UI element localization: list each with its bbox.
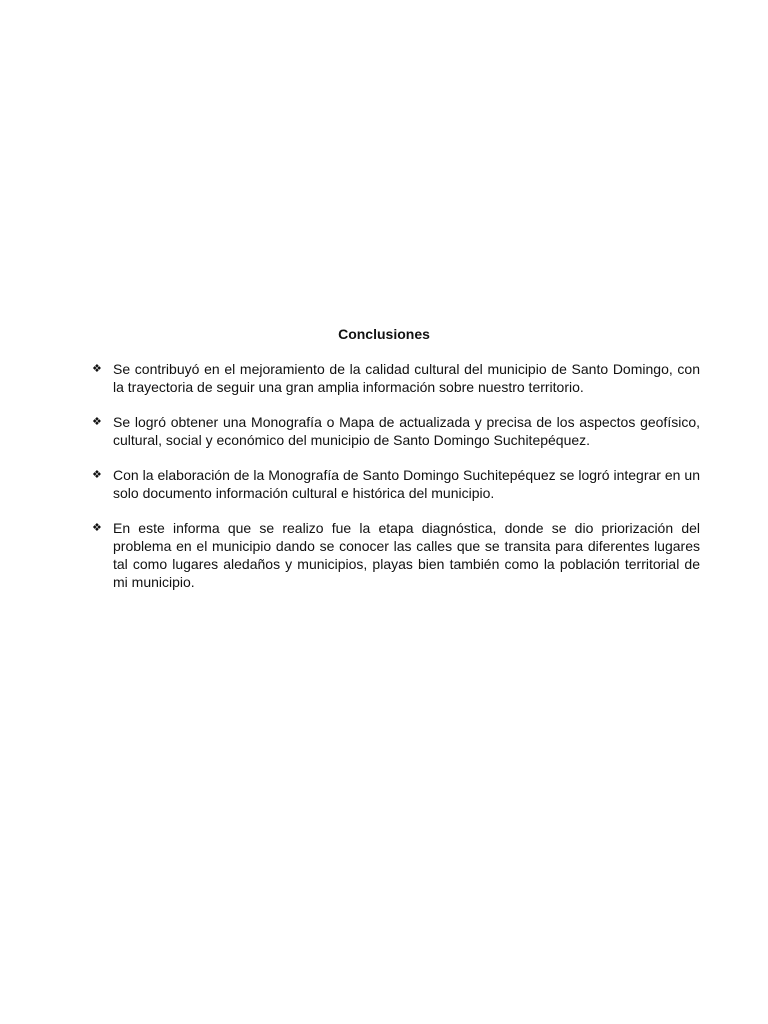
list-item bbox=[92, 519, 700, 591]
page-title: Conclusiones bbox=[338, 326, 430, 342]
list-item bbox=[92, 413, 700, 449]
list-item bbox=[92, 466, 700, 502]
diamond-bullet-icon: ❖ bbox=[92, 469, 102, 481]
diamond-bullet-icon: ❖ bbox=[92, 363, 102, 375]
list-item bbox=[92, 360, 700, 396]
diamond-bullet-icon: ❖ bbox=[92, 416, 102, 428]
list-item-text: Se logró obtener una Monografía o Mapa de actualizada y precisa de los aspectos geofísico, cultural, social y económico del municipio de Santo Domingo Suchitepéquez. bbox=[113, 414, 700, 448]
diamond-bullet-icon: ❖ bbox=[92, 522, 102, 534]
list-item-text: Se contribuyó en el mejoramiento de la calidad cultural del municipio de Santo Domingo, con la trayectoria de seguir una gran amplia información sobre nuestro territorio. bbox=[113, 361, 700, 395]
list-item-text: Con la elaboración de la Monografía de Santo Domingo Suchitepéquez se logró integrar en un solo documento información cultural e histórica del municipio. bbox=[113, 467, 700, 501]
conclusions-list bbox=[92, 360, 700, 608]
list-item-text: En este informa que se realizo fue la etapa diagnóstica, donde se dio priorización del problema en el municipio dando se conocer las calles que se transita para diferentes lugares tal como lugares aledaños y municipios, playas bien también como la población territorial de mi municipio. bbox=[113, 520, 700, 590]
